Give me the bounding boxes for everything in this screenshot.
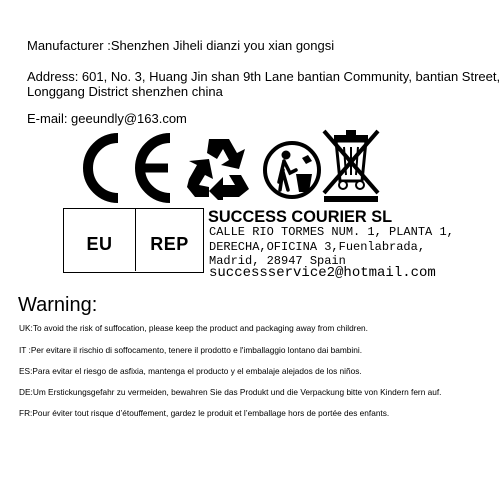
eu-rep-address-line-2: DERECHA,OFICINA 3,Fuenlabrada, xyxy=(209,240,426,254)
warning-line-it: IT :Per evitare il rischio di soffocamento, tenere il prodotto e l'imballaggio lontano dai bambini. xyxy=(19,345,363,355)
tidyman-icon xyxy=(262,140,322,200)
warning-line-es: ES:Para evitar el riesgo de asfixia, mantenga el producto y el embalaje alejados de los niños. xyxy=(19,366,362,376)
email-line: E-mail: geeundly@163.com xyxy=(27,111,187,126)
address-line-1: Address: 601, No. 3, Huang Jin shan 9th Lane bantian Community, bantian Street, xyxy=(27,69,500,84)
warning-line-uk: UK:To avoid the risk of suffocation, please keep the product and packaging away from children. xyxy=(19,323,368,333)
eu-rep-company: SUCCESS COURIER SL xyxy=(208,207,393,226)
eu-rep-symbol xyxy=(63,208,204,273)
address-line-2: Longgang District shenzhen china xyxy=(27,84,223,99)
ce-mark-icon xyxy=(78,130,176,206)
warning-line-fr: FR:Pour éviter tout risque d’étouffement, gardez le produit et l’emballage hors de portée des enfants. xyxy=(19,408,390,418)
rep-label: REP xyxy=(150,233,189,254)
warning-title: Warning: xyxy=(18,294,98,316)
eu-rep-right-cell xyxy=(136,209,203,271)
eu-rep-address-line-3: Madrid, 28947 Spain xyxy=(209,254,346,268)
eu-rep-address-line-1: CALLE RIO TORMES NUM. 1, PLANTA 1, xyxy=(209,225,454,239)
weee-bin-icon xyxy=(320,127,382,203)
eu-rep-email: successservice2@hotmail.com xyxy=(209,265,436,281)
warning-line-de: DE:Um Erstickungsgefahr zu vermeiden, bewahren Sie das Produkt und die Verpackung bitte von Kindern fern auf. xyxy=(19,387,442,397)
eu-label: EU xyxy=(86,233,113,254)
eu-rep-left-cell xyxy=(64,209,136,271)
manufacturer-line: Manufacturer :Shenzhen Jiheli dianzi you xian gongsi xyxy=(27,38,335,53)
recycle-icon xyxy=(183,135,255,200)
